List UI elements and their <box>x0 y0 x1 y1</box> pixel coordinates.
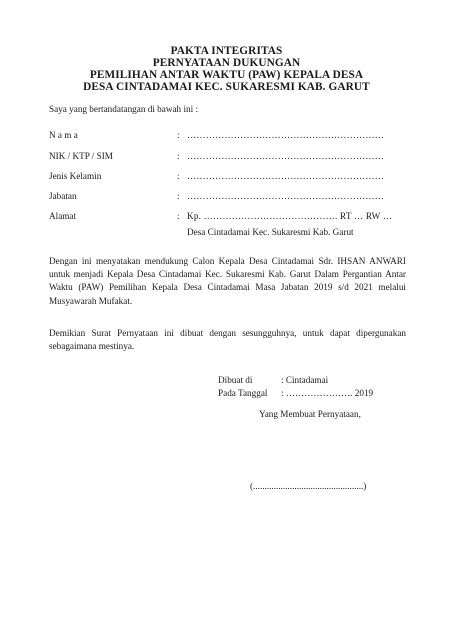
place-value: : Cintadamai <box>281 375 329 385</box>
closing-line: Demikian Surat Pernyataan ini dibuat dengan sesungguhnya, untuk dapat dipergunakan <box>49 328 406 338</box>
field-value-blank: ……………………………………………………… <box>187 171 385 181</box>
date-label: Pada Tanggal <box>218 388 268 398</box>
date-value: : …………………. 2019 <box>281 388 374 398</box>
signer-label: Yang Membuat Pernyataan, <box>259 409 361 419</box>
place-label: Dibuat di <box>218 375 253 385</box>
address-line-2: Desa Cintadamai Kec. Sukaresmi Kab. Garut <box>187 227 354 237</box>
field-value-blank: ……………………………………………………… <box>187 151 385 161</box>
field-value-blank: ……………………………………………………… <box>187 191 385 201</box>
statement-line: Dengan ini menyatakan mendukung Calon Kepala Desa Cintadamai Sdr. IHSAN ANWARI <box>49 256 406 266</box>
field-colon: : <box>177 191 180 201</box>
document-subtitle-village: DESA CINTADAMAI KEC. SUKARESMI KAB. GARUT <box>83 81 370 93</box>
field-label: Jenis Kelamin <box>49 171 102 181</box>
field-label: Jabatan <box>49 191 77 201</box>
closing-statement <box>49 327 406 353</box>
document-title: PAKTA INTEGRITAS <box>170 45 283 57</box>
field-colon: : <box>177 151 180 161</box>
statement-line: untuk menjadi Kepala Desa Cintadamai Kec. Sukaresmi Kab. Garut Dalam Pergantian Antar <box>49 269 406 280</box>
field-colon: : <box>177 130 180 140</box>
field-label: NIK / KTP / SIM <box>49 151 113 161</box>
document-subtitle-election: PEMILIHAN ANTAR WAKTU (PAW) KEPALA DESA <box>89 69 364 81</box>
statement-line: Waktu (PAW) Pemilihan Kepala Desa Cintadamai Masa Jabatan 2019 s/d 2021 melalui <box>49 282 406 293</box>
field-colon: : <box>177 211 180 221</box>
field-value-blank: ……………………………………………………… <box>187 130 385 140</box>
statement-line: Musyawarah Mufakat. <box>49 295 133 306</box>
field-value-address: Kp. ……………………………………. RT … RW … <box>187 211 393 221</box>
field-label: Alamat <box>49 211 77 221</box>
closing-line: sebagaimana mestinya. <box>49 341 135 352</box>
intro-text: Saya yang bertandatangan di bawah ini : <box>49 104 198 114</box>
signer-name-placeholder: (................................................) <box>250 481 367 491</box>
support-statement <box>49 255 406 308</box>
field-colon: : <box>177 171 180 181</box>
document-subtitle: PERNYATAAN DUKUNGAN <box>152 57 301 69</box>
field-label: N a m a <box>49 130 78 140</box>
